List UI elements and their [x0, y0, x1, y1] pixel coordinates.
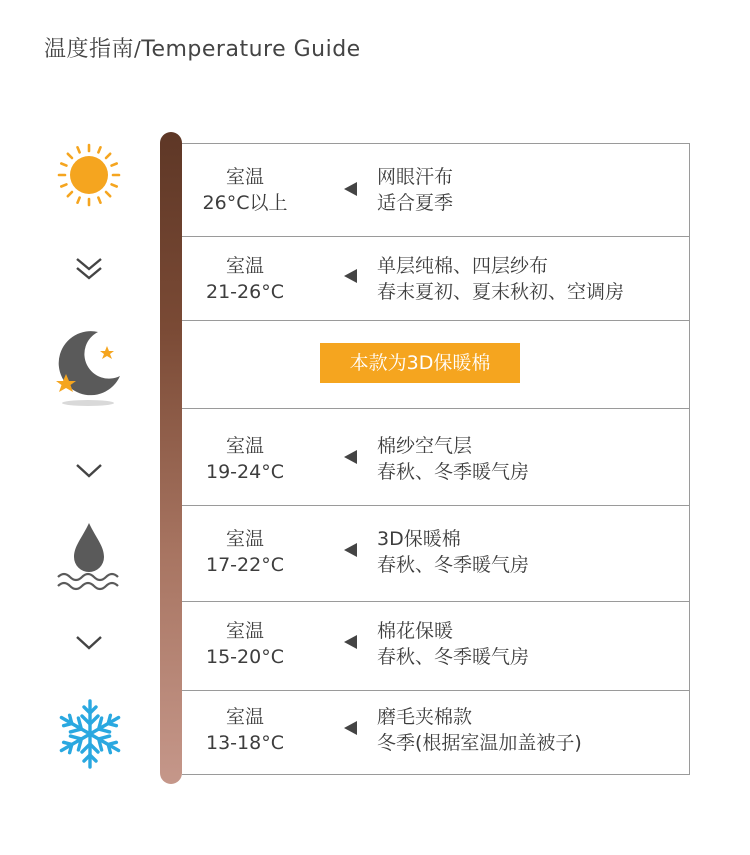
table-row: [182, 236, 689, 321]
room-temp-label: 室温: [225, 706, 264, 728]
room-temp-range: 15-20°C: [206, 646, 284, 668]
title-en: Temperature Guide: [141, 37, 361, 62]
room-temp-range: 26°C以上: [202, 192, 288, 214]
fabric-usage: 春秋、冬季暖气房: [377, 554, 530, 576]
chevron-down-icon: [74, 460, 104, 482]
arrow-left-icon: [344, 635, 357, 649]
fabric-description: [377, 618, 529, 670]
fabric-usage: 适合夏季: [377, 192, 454, 214]
table-row: [182, 408, 689, 506]
room-temp-cell: [182, 253, 308, 305]
arrow-left-icon: [344, 543, 357, 557]
moon-stars-icon: [52, 326, 124, 408]
room-temp-cell: [182, 433, 308, 485]
highlight-row: [182, 320, 689, 409]
fabric-name: 网眼汗布: [377, 166, 454, 188]
arrow-left-icon: [344, 269, 357, 283]
room-temp-label: 室温: [225, 620, 264, 642]
chevron-down-icon: [74, 632, 104, 654]
table-row: [182, 144, 689, 236]
fabric-name: 棉花保暖: [377, 620, 454, 642]
room-temp-label: 室温: [225, 166, 264, 188]
page-title: [44, 32, 361, 63]
fabric-description: [377, 526, 529, 578]
table-row: [182, 601, 689, 691]
fabric-usage: 春秋、冬季暖气房: [377, 646, 530, 668]
arrow-left-icon: [344, 721, 357, 735]
water-drop-icon: [54, 520, 124, 596]
table-row: [182, 690, 689, 777]
snowflake-icon: [55, 697, 125, 771]
title-separator: /: [134, 37, 142, 61]
room-temp-range: 13-18°C: [206, 732, 284, 754]
sun-icon: [56, 142, 122, 208]
fabric-name: 单层纯棉、四层纱布: [377, 255, 549, 277]
product-highlight-badge: 本款为3D保暖棉: [320, 343, 520, 383]
fabric-description: [377, 704, 582, 756]
room-temp-range: 21-26°C: [206, 281, 284, 303]
table-row: [182, 505, 689, 602]
fabric-description: [377, 433, 529, 485]
room-temp-label: 室温: [225, 435, 264, 457]
title-zh: 温度指南: [44, 37, 135, 62]
room-temp-range: 19-24°C: [206, 461, 284, 483]
fabric-description: [377, 164, 453, 216]
room-temp-label: 室温: [225, 255, 264, 277]
temperature-gradient-bar: [160, 132, 182, 784]
fabric-name: 3D保暖棉: [377, 528, 461, 550]
double-chevron-down-icon: [74, 254, 104, 284]
room-temp-cell: [182, 526, 308, 578]
room-temp-cell: [182, 618, 308, 670]
room-temp-cell: [182, 164, 308, 216]
arrow-left-icon: [344, 450, 357, 464]
temperature-table: [182, 143, 690, 775]
fabric-name: 棉纱空气层: [377, 435, 473, 457]
room-temp-cell: [182, 704, 308, 756]
fabric-name: 磨毛夹棉款: [377, 706, 473, 728]
fabric-description: [377, 253, 624, 305]
arrow-left-icon: [344, 182, 357, 196]
fabric-usage: 冬季(根据室温加盖被子): [377, 732, 582, 754]
fabric-usage: 春末夏初、夏末秋初、空调房: [377, 281, 625, 303]
room-temp-label: 室温: [225, 528, 264, 550]
room-temp-range: 17-22°C: [206, 554, 284, 576]
fabric-usage: 春秋、冬季暖气房: [377, 461, 530, 483]
